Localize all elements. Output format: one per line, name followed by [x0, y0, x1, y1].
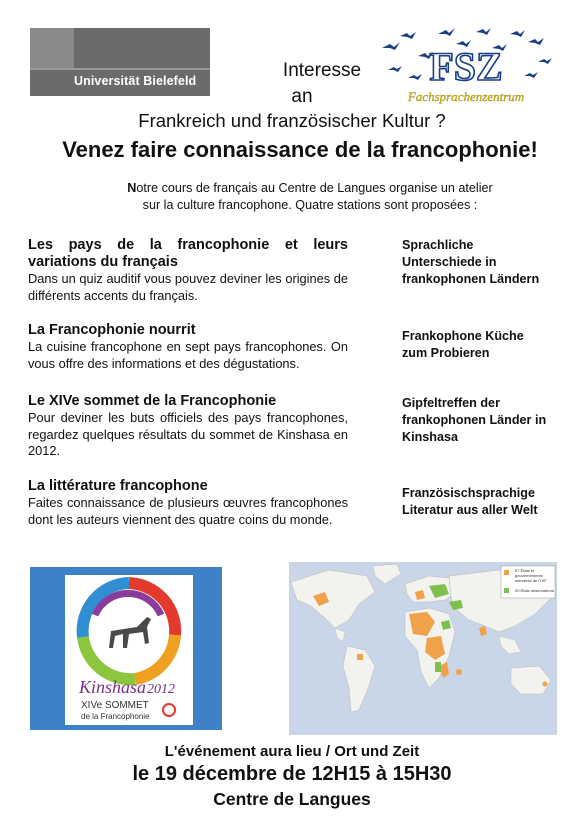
- university-name: Universität Bielefeld: [74, 74, 197, 88]
- event-date: le 19 décembre de 12H15 à 15H30: [132, 763, 452, 785]
- fsz-subtitle: Fachsprachenzentrum: [407, 89, 525, 104]
- kinshasa-year: 2012: [147, 682, 175, 697]
- intro-paragraph: [120, 180, 500, 214]
- event-label: L'événement aura lieu / Ort und Zeit: [164, 743, 420, 760]
- summit-line-2: de la Francophonie: [81, 712, 150, 721]
- title-line-2: an: [291, 86, 313, 107]
- section-nourrit: [28, 322, 348, 372]
- section-body: Pour deviner les buts officiels des pays francophones, regardez quelques résultats du sommet de Kinshasa en 2012.: [28, 410, 348, 458]
- section-title: Le XIVe sommet de la Francophonie: [28, 393, 277, 409]
- francophonie-swirl-icon: [65, 575, 193, 725]
- kinshasa-logo-card: [65, 575, 193, 725]
- section-litterature: [28, 478, 348, 528]
- german-label-4: Französischsprachige Literatur aus aller Welt: [402, 486, 538, 517]
- okapi-icon: [109, 617, 151, 648]
- kinshasa-summit-image: [30, 567, 222, 730]
- title-line-1: Interesse: [282, 60, 362, 81]
- intro-first-letter: N: [127, 181, 137, 195]
- german-label-3: Gipfeltreffen der frankophonen Länder in Kinshasa: [402, 396, 547, 444]
- section-body: La cuisine francophone en sept pays francophones. On vous offre des informations et des dégustations.: [28, 339, 348, 371]
- title-line-3: Frankreich und französischer Kultur ?: [138, 110, 446, 131]
- intro-text: otre cours de français au Centre de Langues organise un atelier sur la culture francophone. Quatre stations sont proposées :: [136, 181, 493, 212]
- section-pays: [28, 237, 348, 304]
- section-title: Les pays de la francophonie et leurs variations du français: [28, 237, 348, 270]
- german-label-2: Frankophone Küche zum Probieren: [402, 329, 524, 360]
- summit-line-1: XIVe SOMMET: [81, 700, 149, 711]
- headline: Venez faire connaissance de la francophonie!: [62, 137, 538, 162]
- section-title: La Francophonie nourrit: [28, 322, 196, 338]
- section-body: Dans un quiz auditif vous pouvez deviner les origines de différents accents du français.: [28, 271, 348, 303]
- fsz-logo-text: FSZ: [429, 44, 503, 89]
- german-label-1: Sprachliche Unterschiede in frankophonen Ländern: [402, 238, 540, 286]
- map-legend-members: 57 États et gouvernements membres de l'OIF: [515, 568, 547, 583]
- section-body: Faites connaissance de plusieurs œuvres francophones dont les auteurs viennent des quatre coins du monde.: [28, 495, 348, 527]
- kinshasa-city: Kinshasa: [79, 677, 147, 697]
- section-sommet: [28, 393, 348, 460]
- francophonie-world-map: [289, 562, 557, 735]
- section-title: La littérature francophone: [28, 478, 208, 494]
- map-legend-observers: 20 États observateurs: [515, 588, 554, 593]
- event-location: Centre de Langues: [213, 789, 371, 809]
